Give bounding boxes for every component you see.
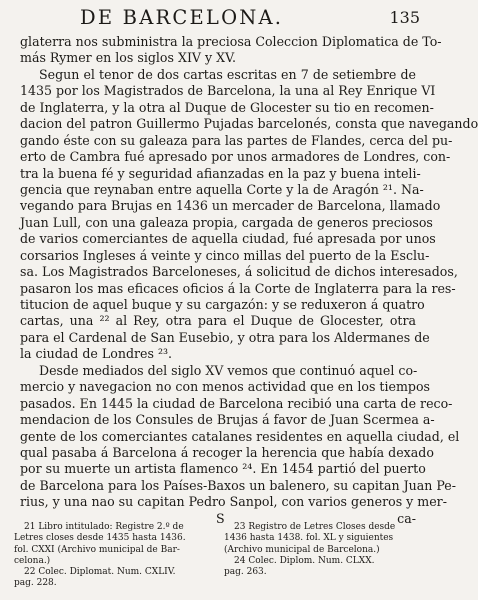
text-line: tra la buena fé y seguridad afianzadas en la paz y buena inteli- (20, 165, 421, 181)
footnote-line: (Archivo municipal de Barcelona.) (224, 544, 380, 555)
footnote-line: 23 Registro de Letres Closes desde (234, 522, 396, 532)
text-line: dacion del patron Guillermo Pujadas barcelonés, consta que navegando (20, 116, 478, 132)
footnote-line: pag. 263. (224, 567, 267, 578)
text-line: cartas, una ²² al Rey, otra para el Duque de Glocester, otra (20, 313, 416, 329)
text-line: Segun el tenor de dos cartas escritas en 7 de setiembre de (39, 66, 416, 82)
text-line: de Barcelona para los Países-Baxos un balenero, su capitan Juan Pe- (20, 477, 456, 493)
text-line: Juan Lull, con una galeaza propia, cargada de generos preciosos (20, 214, 433, 230)
body-text (20, 34, 478, 527)
text-line: vegando para Brujas en 1436 un mercader de Barcelona, llamado (20, 198, 441, 214)
text-line: mercio y navegacion no con menos actividad que en los tiempos (20, 379, 431, 395)
text-line: 1435 por los Magistrados de Barcelona, la una al Rey Enrique VI (20, 83, 436, 99)
text-line: qual pasaba á Barcelona á recoger la herencia que había dexado (20, 444, 434, 460)
text-line: más Rymer en los siglos XIV y XV. (20, 50, 236, 66)
footnote-line: pag. 228. (14, 578, 57, 589)
footnote-line: 21 Libro intitulado: Registre 2.º de (24, 522, 184, 532)
footnote-line: Letres closes desde 1435 hasta 1436. (14, 533, 186, 544)
text-line: gente de los comerciantes catalanes residentes en aquella ciudad, el (20, 428, 460, 444)
footnotes-left-column (14, 522, 212, 590)
text-line: de Inglaterra, y la otra al Duque de Glocester su tio en recomen- (20, 99, 434, 115)
footnote-line: 24 Colec. Diplom. Num. CLXX. (234, 555, 375, 566)
text-line: por su muerte un artista flamenco ²⁴. En 1454 partió del puerto (20, 461, 426, 477)
text-line: gencia que reynaban entre aquella Corte y la de Aragón ²¹. Na- (20, 181, 424, 197)
text-line: para el Cardenal de San Eusebio, y otra para los Aldermanes de (20, 329, 430, 345)
text-line: de varios comerciantes de aquella ciudad, fué apresada por unos (20, 231, 436, 247)
text-line: Desde mediados del siglo XV vemos que continuó aquel co- (39, 362, 418, 378)
text-line: gando éste con su galeaza para las partes de Flandes, cerca del pu- (20, 132, 453, 148)
footnote-line: 22 Colec. Diplomat. Num. CXLIV. (24, 567, 176, 578)
footnotes-right-column (224, 522, 422, 578)
text-line: pasados. En 1445 la ciudad de Barcelona recibió una carta de reco- (20, 395, 453, 411)
signature-mark: S (216, 510, 225, 526)
text-line: pasaron los mas eficaces oficios á la Corte de Inglaterra para la res- (20, 280, 456, 296)
text-line: glaterra nos subministra la preciosa Coleccion Diplomatica de To- (20, 34, 442, 49)
footnote-line: fol. CXXI (Archivo municipal de Bar- (14, 544, 180, 555)
running-title: DE BARCELONA. (80, 6, 284, 29)
text-line: mendacion de los Consules de Brujas á favor de Juan Scermea a- (20, 412, 435, 428)
text-line: erto de Cambra fué apresado por unos armadores de Londres, con- (20, 149, 451, 165)
running-head (0, 4, 430, 34)
text-line: titucion de aquel buque y su cargazón: y se reduxeron á quatro (20, 297, 425, 312)
text-line: sa. Los Magistrados Barceloneses, á solicitud de dichos interesados, (20, 264, 458, 280)
text-line: corsarios Ingleses á veinte y cinco millas del puerto de la Esclu- (20, 247, 430, 263)
text-line: rius, y una nao su capitan Pedro Sanpol, con varios generos y mer- (20, 494, 447, 510)
footnote-line: celona.) (14, 555, 51, 566)
text-line: la ciudad de Londres ²³. (20, 346, 173, 362)
catchword: ca- (397, 510, 416, 526)
page-number: 135 (389, 8, 420, 27)
footnote-line: 1436 hasta 1438. fol. XL y siguientes (224, 533, 394, 544)
